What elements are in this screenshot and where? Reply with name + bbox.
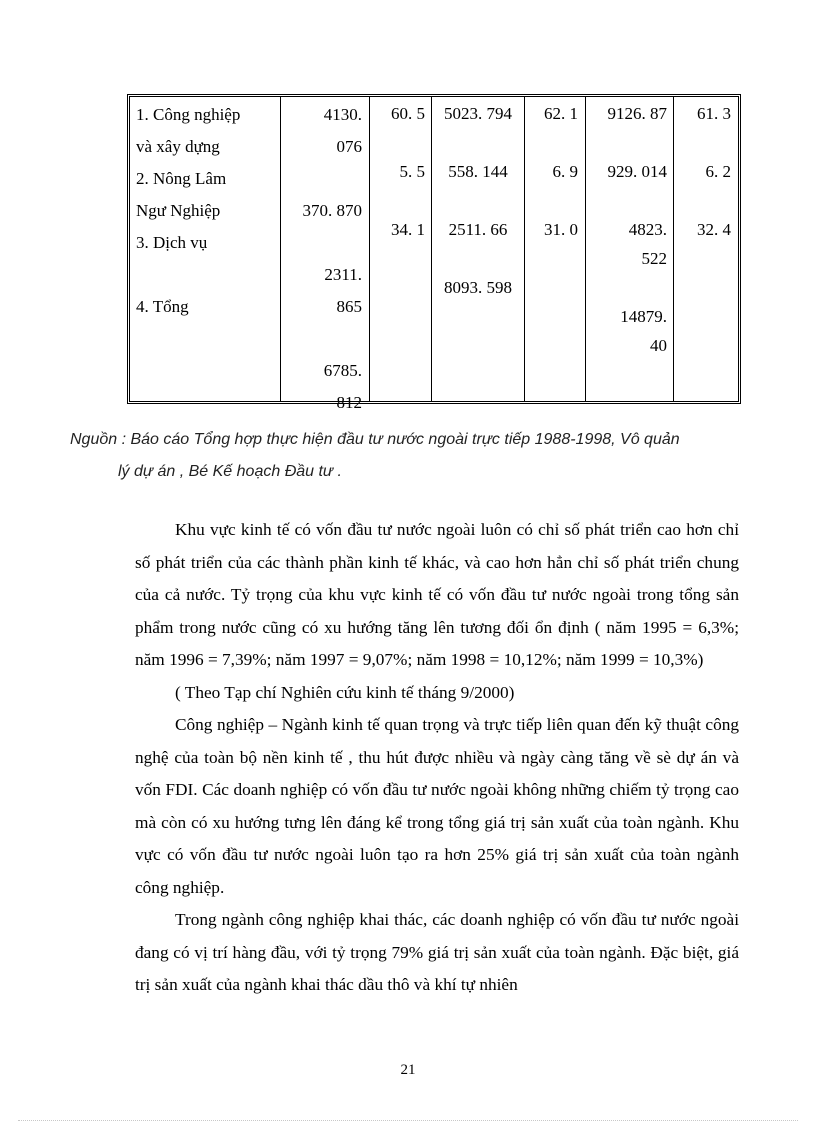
table-cell: 31. 0	[544, 220, 578, 239]
table-cell: 5023. 794	[444, 104, 512, 123]
page-number: 21	[400, 1062, 416, 1078]
table-cell: 4130.	[323, 105, 362, 124]
column-divider	[673, 97, 674, 401]
table-cell: 558. 144	[448, 162, 508, 181]
table-cell	[282, 323, 362, 355]
table-cell: 40	[650, 336, 667, 355]
table-cell	[371, 128, 425, 157]
table-cell	[282, 227, 362, 259]
table-cell	[675, 128, 731, 157]
table-cell: 34. 1	[391, 220, 425, 239]
table-cell: 5. 5	[399, 162, 425, 181]
table-cell: 4823.	[628, 220, 667, 239]
percent-column-3	[675, 99, 731, 244]
table-cell	[432, 244, 524, 273]
body-text	[135, 514, 739, 1002]
sector-column	[136, 99, 240, 323]
table-cell	[282, 163, 362, 195]
paragraph: Công nghiệp – Ngành kinh tế quan trọng và trực tiếp liên quan đến kỹ thuật công nghệ của toàn bộ nền kinh tế , thu hút được nhiều và ngày càng tăng về sè dự án và vốn FDI. Các doanh nghiệp có vốn đầu tư nước ngoài không những chiếm tỷ trọng cao mà còn có xu hướng tưng lên đáng kể trong tổng giá trị sản xuất của toàn ngành. Khu vực có vốn đầu tư nước ngoài luôn tạo ra hơn 25% giá trị sản xuất của toàn ngành công nghiệp.	[135, 715, 739, 897]
table-cell: 370. 870	[302, 201, 362, 220]
table-cell: 14879.	[620, 307, 667, 326]
table-cell: 812	[336, 393, 362, 412]
paragraph: Khu vực kinh tế có vốn đầu tư nước ngoài luôn có chỉ số phát triển cao hơn chỉ số phát triển của các thành phần kinh tế khác, và cao hơn hẳn chỉ số phát triển chung của cả nước. Tỷ trọng của khu vực kinh tế có vốn đầu tư nước ngoài trong tổng sản phẩm trong nước cũng có xu hướng tăng lên tương đối ổn định ( năm 1995 = 6,3%; năm 1996 = 7,39%; năm 1997 = 9,07%; năm 1998 = 10,12%; năm 1999 = 10,3%)	[135, 520, 739, 669]
table-cell: 4. Tổng	[136, 297, 189, 316]
column-divider	[585, 97, 586, 401]
table-cell: 2. Nông Lâm	[136, 169, 227, 188]
source-line: lý dự án , Bé Kế hoạch Đầu tư .	[118, 463, 342, 480]
table-cell: 6. 9	[552, 162, 578, 181]
table-cell: và xây dựng	[136, 137, 220, 156]
table-cell	[587, 128, 667, 157]
value-column-2	[432, 99, 524, 302]
value-column-3	[587, 99, 667, 360]
source-line: Nguồn : Báo cáo Tổng hợp thực hiện đầu tư nước ngoài trực tiếp 1988-1998, Vô quản	[70, 431, 680, 448]
table-cell: 61. 3	[697, 104, 731, 123]
table-cell: 2511. 66	[448, 220, 508, 239]
column-divider	[280, 97, 281, 401]
table-cell: 929. 014	[607, 162, 667, 181]
table-cell	[587, 273, 667, 302]
value-column-1	[282, 99, 362, 419]
table-cell: 32. 4	[697, 220, 731, 239]
paragraph: Trong ngành công nghiệp khai thác, các doanh nghiệp có vốn đầu tư nước ngoài đang có vị trí hàng đầu, với tỷ trọng 79% giá trị sản xuất của toàn ngành. Đặc biệt, giá trị sản xuất của ngành khai thác dầu thô và khí tự nhiên	[135, 910, 739, 994]
table-cell: 2311.	[324, 265, 362, 284]
table-cell: 8093. 598	[444, 278, 512, 297]
table-cell: 3. Dịch vụ	[136, 233, 208, 252]
citation: ( Theo Tạp chí Nghiên cứu kinh tế tháng 9/2000)	[175, 682, 515, 702]
table-cell: 6. 2	[705, 162, 731, 181]
table-cell: 62. 1	[544, 104, 578, 123]
column-divider	[524, 97, 525, 401]
table-cell: 9126. 87	[607, 104, 667, 123]
table-cell	[371, 186, 425, 215]
table-cell: Ngư Nghiệp	[136, 201, 221, 220]
table-cell: 6785.	[323, 361, 362, 380]
table-cell	[432, 128, 524, 157]
table-cell: 076	[336, 137, 362, 156]
table-cell: 60. 5	[391, 104, 425, 123]
table-cell	[675, 186, 731, 215]
source-note	[70, 424, 742, 488]
percent-column-1	[371, 99, 425, 244]
table-cell: 1. Công nghiệp	[136, 105, 241, 124]
percent-column-2	[526, 99, 578, 244]
data-table	[127, 94, 741, 412]
column-divider	[369, 97, 370, 401]
table-cell	[526, 128, 578, 157]
table-cell	[432, 186, 524, 215]
table-cell	[526, 186, 578, 215]
table-cell	[136, 259, 240, 291]
table-cell: 522	[641, 249, 667, 268]
table-cell	[587, 186, 667, 215]
table-cell: 865	[336, 297, 362, 316]
